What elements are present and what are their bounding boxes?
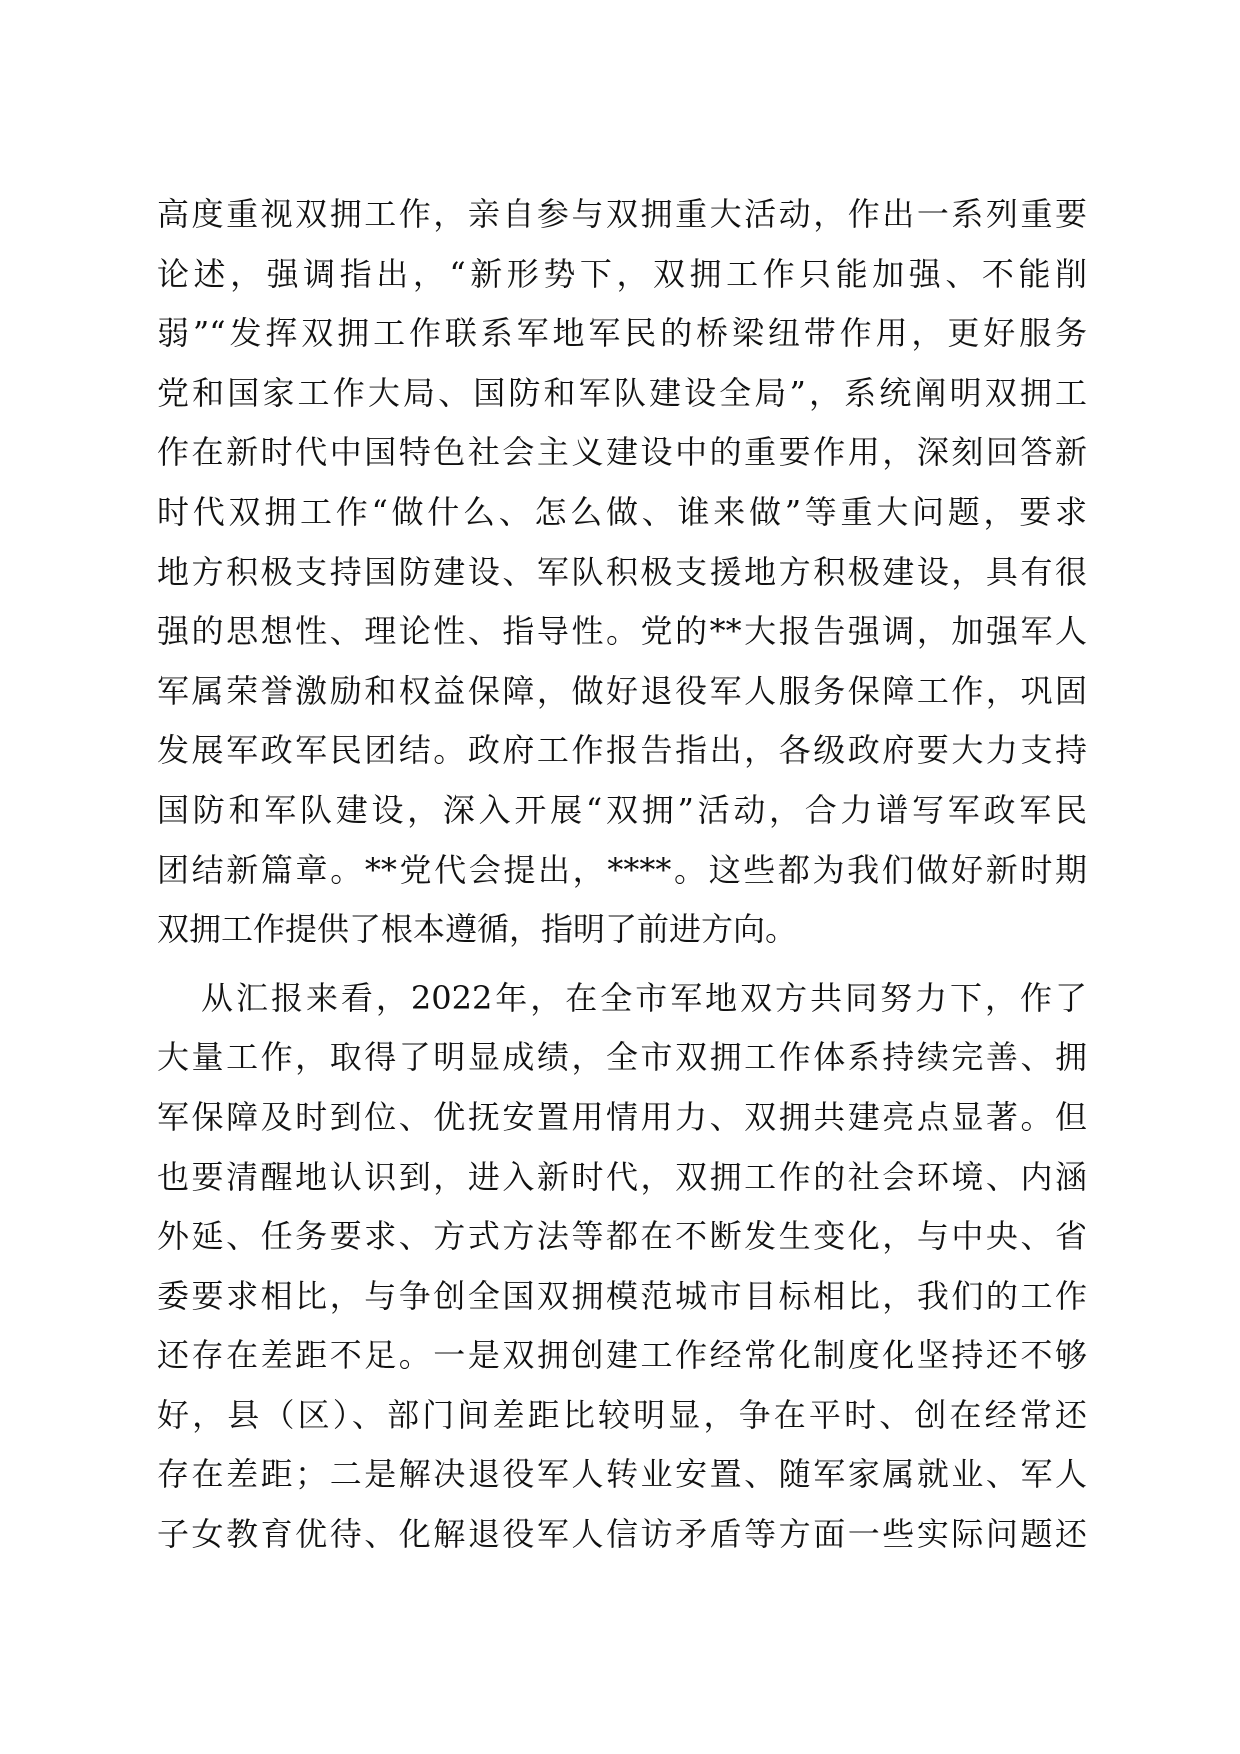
text-line: 团结新篇章。**党代会提出，****。这些都为我们做好新时期 [157, 850, 1087, 889]
body-text [157, 185, 1087, 1565]
text-line: 还存在差距不足。一是双拥创建工作经常化制度化坚持还不够 [157, 1336, 1087, 1375]
text-line: 弱”“发挥双拥工作联系军地军民的桥梁纽带作用，更好服务 [157, 314, 1087, 353]
text-line: 时代双拥工作“做什么、怎么做、谁来做”等重大问题，要求 [157, 492, 1087, 531]
paragraph-1 [157, 185, 1087, 960]
text-line: 也要清醒地认识到，进入新时代，双拥工作的社会环境、内涵 [157, 1157, 1087, 1196]
text-line: 从汇报来看，2022年，在全市军地双方共同努力下，作了 [201, 978, 1087, 1017]
text-line: 军属荣誉激励和权益保障，做好退役军人服务保障工作，巩固 [157, 671, 1087, 710]
text-line: 党和国家工作大局、国防和军队建设全局”，系统阐明双拥工 [157, 373, 1087, 412]
text-line: 论述，强调指出，“新形势下，双拥工作只能加强、不能削 [157, 254, 1087, 293]
text-line: 地方积极支持国防建设、军队积极支援地方积极建设，具有很 [157, 552, 1087, 591]
text-line: 发展军政军民团结。政府工作报告指出，各级政府要大力支持 [157, 731, 1087, 770]
text-line: 高度重视双拥工作，亲自参与双拥重大活动，作出一系列重要 [157, 195, 1087, 233]
paragraph-2 [157, 969, 1087, 1565]
text-line: 军保障及时到位、优抚安置用情用力、双拥共建亮点显著。但 [157, 1097, 1087, 1136]
text-line: 委要求相比，与争创全国双拥模范城市目标相比，我们的工作 [157, 1276, 1087, 1315]
text-line: 大量工作，取得了明显成绩，全市双拥工作体系持续完善、拥 [157, 1038, 1087, 1077]
text-line: 双拥工作提供了根本遵循，指明了前进方向。 [157, 910, 798, 949]
text-line: 好，县（区）、部门间差距比较明显，争在平时、创在经常还 [157, 1395, 1087, 1434]
text-line: 强的思想性、理论性、指导性。党的**大报告强调，加强军人 [157, 612, 1087, 651]
paragraph-gap [157, 960, 1087, 969]
text-line: 子女教育优待、化解退役军人信访矛盾等方面一些实际问题还 [157, 1515, 1087, 1554]
text-line: 作在新时代中国特色社会主义建设中的重要作用，深刻回答新 [157, 433, 1087, 472]
text-line: 国防和军队建设，深入开展“双拥”活动，合力谱写军政军民 [157, 790, 1087, 829]
text-line: 外延、任务要求、方式方法等都在不断发生变化，与中央、省 [157, 1217, 1087, 1256]
text-line: 存在差距；二是解决退役军人转业安置、随军家属就业、军人 [157, 1455, 1087, 1494]
